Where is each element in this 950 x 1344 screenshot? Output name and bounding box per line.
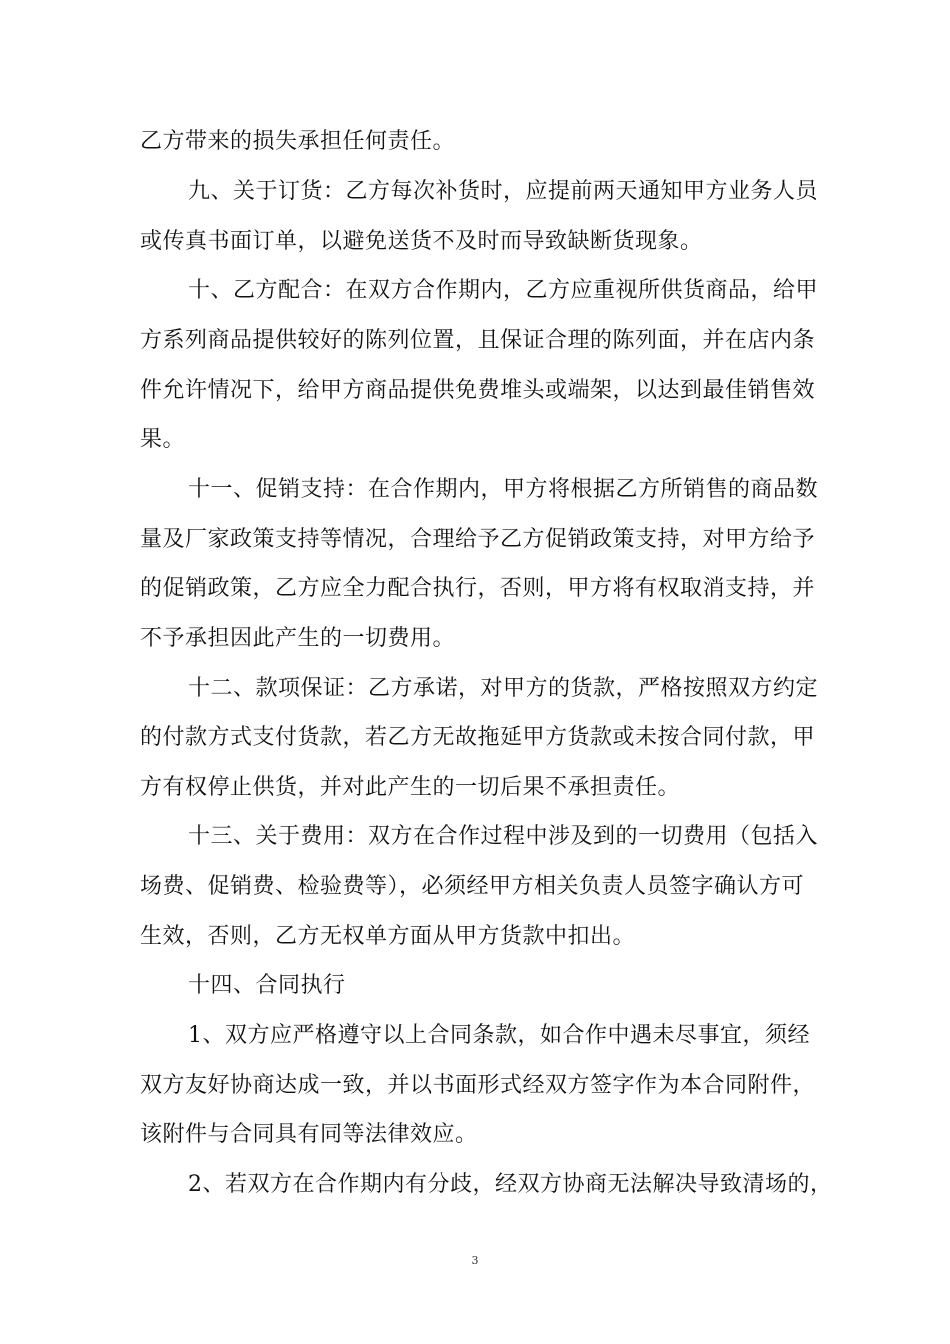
text-line: 量及厂家政策支持等情况，合理给予乙方促销政策支持，对甲方给予 xyxy=(140,527,816,552)
text-line: 十四、合同执行 xyxy=(188,973,346,998)
text-line: 1、双方应严格遵守以上合同条款，如合作中遇未尽事宜，须经 xyxy=(188,1023,810,1048)
text-line: 十一、促销支持：在合作期内，甲方将根据乙方所销售的商品数 xyxy=(188,477,819,502)
text-line: 的付款方式支付货款，若乙方无故拖延甲方货款或未按合同付款，甲 xyxy=(140,725,816,750)
text-line: 果。 xyxy=(140,427,186,452)
page-number: 3 xyxy=(471,1254,479,1267)
text-line: 生效，否则，乙方无权单方面从甲方货款中扣出。 xyxy=(140,924,636,949)
text-line: 双方友好协商达成一致，并以书面形式经双方签字作为本合同附件， xyxy=(140,1073,816,1098)
text-line: 十二、款项保证：乙方承诺，对甲方的货款，严格按照双方约定 xyxy=(188,676,819,701)
text-line: 十三、关于费用：双方在合作过程中涉及到的一切费用（包括入 xyxy=(188,824,819,849)
text-line: 或传真书面订单，以避免送货不及时而导致缺断货现象。 xyxy=(140,229,703,254)
text-line: 乙方带来的损失承担任何责任。 xyxy=(140,129,456,154)
text-line: 不予承担因此产生的一切费用。 xyxy=(140,626,456,651)
text-line: 场费、促销费、检验费等），必须经甲方相关负责人员签字确认方可 xyxy=(140,874,805,899)
text-line: 九、关于订货：乙方每次补货时，应提前两天通知甲方业务人员 xyxy=(188,179,819,204)
text-line: 2、若双方在合作期内有分歧，经双方协商无法解决导致清场的， xyxy=(188,1172,833,1197)
text-line: 该附件与合同具有同等法律效应。 xyxy=(140,1122,478,1147)
text-line: 十、乙方配合：在双方合作期内，乙方应重视所供货商品，给甲 xyxy=(188,278,819,303)
text-line: 方有权停止供货，并对此产生的一切后果不承担责任。 xyxy=(140,775,681,800)
text-line: 的促销政策，乙方应全力配合执行，否则，甲方将有权取消支持，并 xyxy=(140,576,816,601)
text-line: 件允许情况下，给甲方商品提供免费堆头或端架，以达到最佳销售效 xyxy=(140,378,816,403)
text-line: 方系列商品提供较好的陈列位置，且保证合理的陈列面，并在店内条 xyxy=(140,328,816,353)
